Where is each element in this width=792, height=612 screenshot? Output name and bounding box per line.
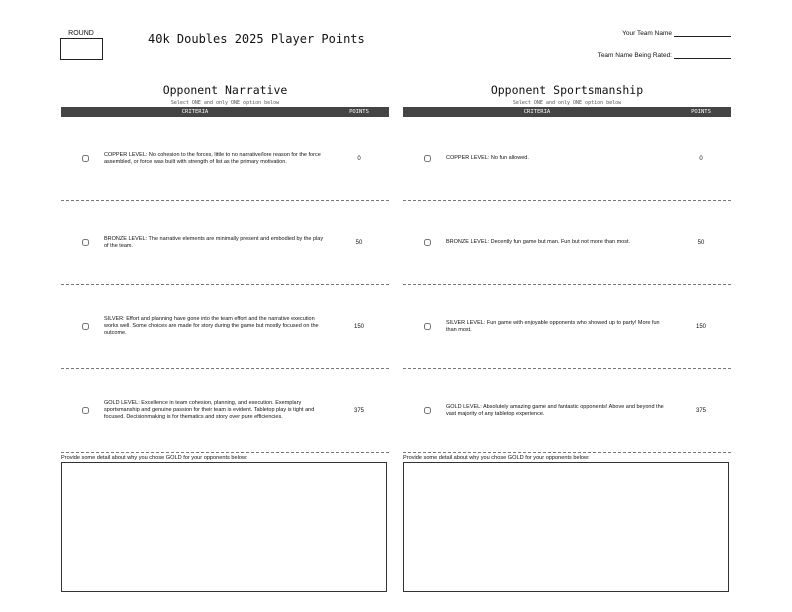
criteria-text: SILVER LEVEL: Fun game with enjoyable opponents who showed up to party! More fun than most. bbox=[446, 319, 660, 333]
narrative-detail-textarea[interactable] bbox=[61, 462, 387, 592]
points-value: 375 bbox=[695, 407, 706, 414]
round-label: ROUND bbox=[68, 30, 94, 37]
sportsmanship-section bbox=[403, 84, 731, 592]
sportsmanship-copper-checkbox[interactable] bbox=[424, 155, 431, 162]
points-value: 375 bbox=[353, 407, 364, 414]
points-header: POINTS bbox=[349, 109, 369, 115]
team-name-label: Your Team Name bbox=[622, 30, 672, 37]
points-header: POINTS bbox=[691, 109, 711, 115]
sportsmanship-row-bronze bbox=[403, 201, 731, 285]
narrative-section bbox=[61, 84, 389, 592]
team-name-row bbox=[622, 29, 731, 37]
narrative-copper-checkbox[interactable] bbox=[82, 155, 89, 162]
sportsmanship-bronze-checkbox[interactable] bbox=[424, 239, 431, 246]
criteria-header: CRITERIA bbox=[523, 109, 551, 115]
sportsmanship-subtitle: Select ONE and only ONE option below bbox=[512, 100, 622, 106]
points-value: 50 bbox=[697, 239, 705, 246]
narrative-row-gold bbox=[61, 369, 389, 453]
narrative-table-header bbox=[61, 107, 389, 117]
criteria-text: BRONZE LEVEL: Decently fun game but man. Fun but not more than most. bbox=[446, 239, 631, 245]
team-name-field[interactable] bbox=[674, 29, 731, 37]
sportsmanship-table-header bbox=[403, 107, 731, 117]
criteria-text: SILVER: Effort and planning have gone into the team effort and the narrative execution works well. Some choices are made for story during the game but mostly focused on the outcome. bbox=[104, 316, 319, 336]
sportsmanship-silver-checkbox[interactable] bbox=[424, 323, 431, 330]
rated-team-row bbox=[598, 51, 731, 59]
rated-team-field[interactable] bbox=[674, 51, 731, 59]
narrative-row-copper bbox=[61, 117, 389, 201]
points-value: 50 bbox=[355, 239, 363, 246]
narrative-row-silver bbox=[61, 285, 389, 369]
points-value: 0 bbox=[357, 155, 361, 162]
sportsmanship-detail-textarea[interactable] bbox=[403, 462, 729, 592]
criteria-text: GOLD LEVEL: Excellence in team cohesion, planning, and execution. Exemplary sportsmanship and genuine passion for their team is evident. Tabletop play is tight and focused. Decisionmaking is for thematics and story over pure efficiencies. bbox=[104, 400, 315, 420]
page-title: 40k Doubles 2025 Player Points bbox=[148, 32, 365, 46]
criteria-text: COPPER LEVEL: No fun allowed. bbox=[446, 155, 529, 161]
narrative-title: Opponent Narrative bbox=[162, 83, 288, 97]
narrative-detail-label: Provide some detail about why you chose GOLD for your opponents below: bbox=[61, 455, 248, 461]
points-value: 150 bbox=[695, 323, 706, 330]
points-value: 150 bbox=[353, 323, 364, 330]
sportsmanship-gold-checkbox[interactable] bbox=[424, 407, 431, 414]
criteria-text: BRONZE LEVEL: The narrative elements are minimally present and embodied by the play of the team. bbox=[104, 235, 324, 249]
sportsmanship-detail-label: Provide some detail about why you chose GOLD for your opponents below: bbox=[403, 455, 590, 461]
criteria-text: COPPER LEVEL: No cohesion to the forces, little to no narrative/lore reason for the force assembled, or force was built with strength of list as the primary motivation. bbox=[104, 151, 321, 165]
sportsmanship-row-gold bbox=[403, 369, 731, 453]
points-value: 0 bbox=[699, 155, 703, 162]
narrative-silver-checkbox[interactable] bbox=[82, 323, 89, 330]
narrative-row-bronze bbox=[61, 201, 389, 285]
narrative-gold-checkbox[interactable] bbox=[82, 407, 89, 414]
criteria-header: CRITERIA bbox=[181, 109, 209, 115]
narrative-subtitle: Select ONE and only ONE option below bbox=[170, 100, 280, 106]
rated-team-label: Team Name Being Rated: bbox=[597, 52, 672, 59]
sportsmanship-row-copper bbox=[403, 117, 731, 201]
sportsmanship-row-silver bbox=[403, 285, 731, 369]
narrative-bronze-checkbox[interactable] bbox=[82, 239, 89, 246]
sportsmanship-title: Opponent Sportsmanship bbox=[490, 83, 644, 97]
round-input-box[interactable] bbox=[60, 38, 103, 60]
criteria-text: GOLD LEVEL: Absolutely amazing game and fantastic opponents! Above and beyond the vast majority of any tabletop experience. bbox=[446, 403, 664, 417]
